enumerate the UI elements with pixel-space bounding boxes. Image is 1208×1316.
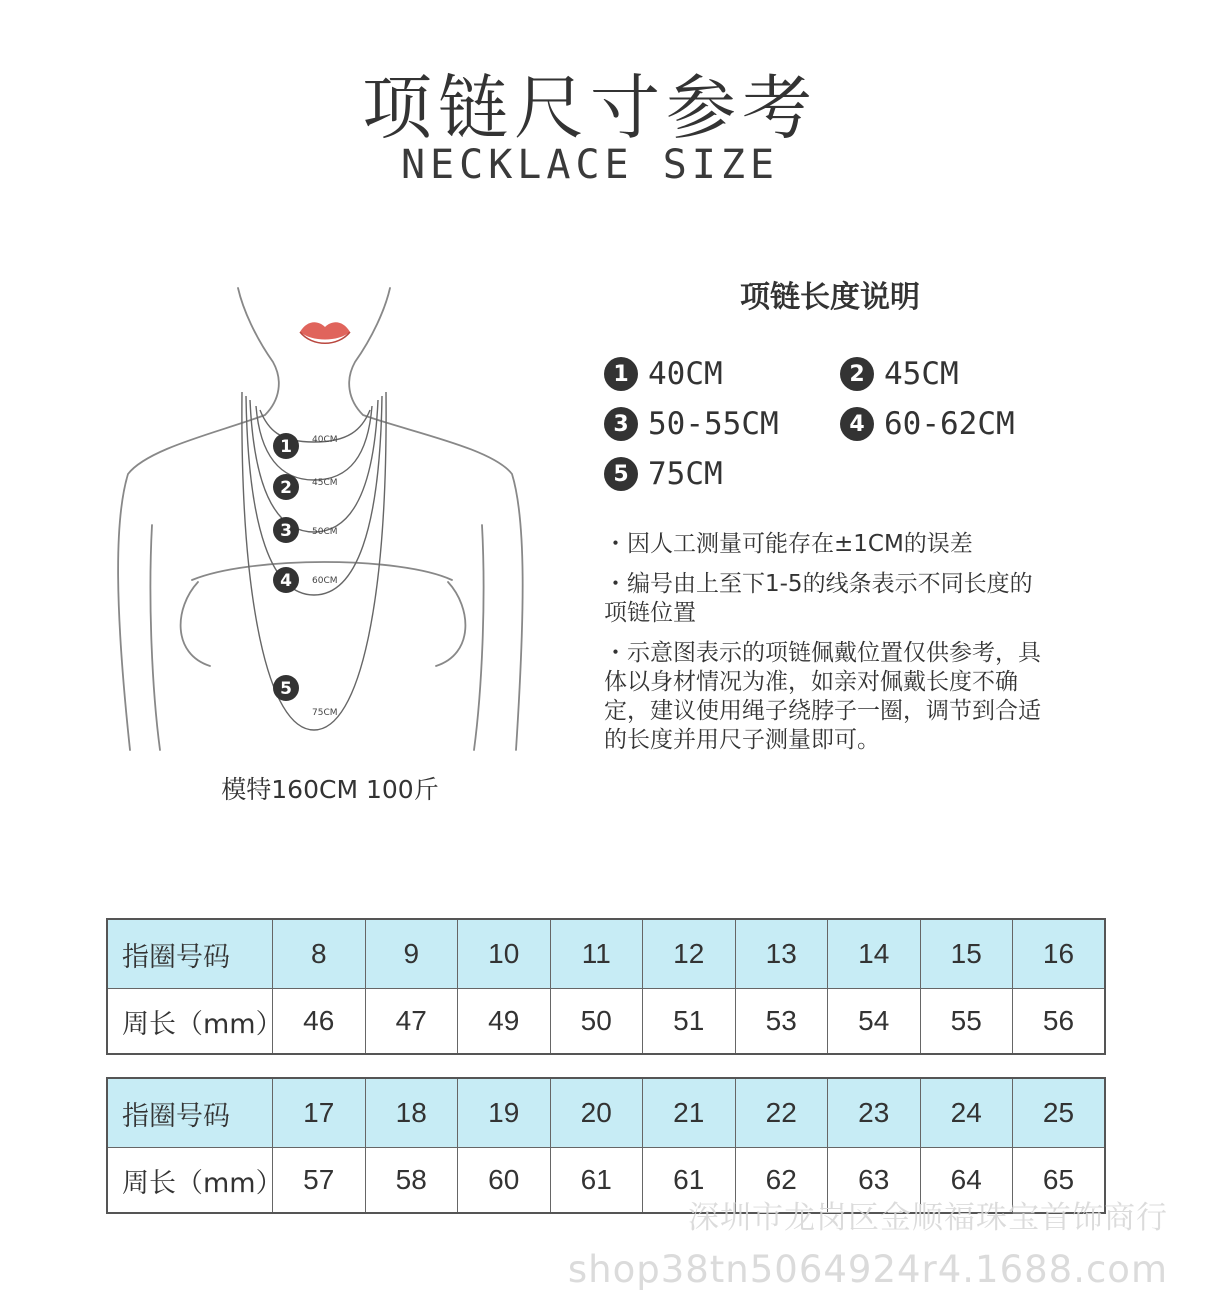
circumference-cell: 64 (920, 1148, 1013, 1214)
notes (604, 530, 1049, 766)
circumference-row (107, 989, 1105, 1055)
body-outline (118, 288, 523, 750)
legend-label: 50-55CM (648, 406, 779, 442)
ring-size-table-1 (106, 918, 1106, 1055)
page-title: 项链尺寸参考 (362, 67, 818, 149)
circumference-cell: 51 (643, 989, 736, 1055)
size-cell: 15 (920, 919, 1013, 989)
size-cell: 20 (550, 1078, 643, 1148)
size-cell: 10 (458, 919, 551, 989)
size-cell: 12 (643, 919, 736, 989)
number-badge-icon: 3 (604, 407, 638, 441)
number-badge-icon: 4 (840, 407, 874, 441)
model-illustration (100, 270, 560, 760)
chain-badge-number: 1 (280, 437, 292, 457)
legend-label: 75CM (648, 456, 723, 492)
row-header: 周长（mm） (107, 1148, 273, 1214)
page-subtitle: NECKLACE SIZE (400, 142, 780, 188)
size-row (107, 919, 1105, 989)
circumference-cell: 60 (458, 1148, 551, 1214)
legend-item (840, 406, 1015, 442)
lips-icon (300, 322, 350, 343)
number-badge-icon: 1 (604, 357, 638, 391)
size-cell: 9 (365, 919, 458, 989)
chain-length-label: 40CM (312, 435, 338, 445)
legend-title: 项链长度说明 (740, 280, 920, 315)
size-cell: 21 (643, 1078, 736, 1148)
circumference-cell: 57 (273, 1148, 366, 1214)
circumference-cell: 65 (1013, 1148, 1106, 1214)
chain-length-label: 75CM (312, 708, 338, 718)
size-row (107, 1078, 1105, 1148)
number-badge-icon: 2 (840, 357, 874, 391)
legend-item (840, 356, 959, 392)
row-header: 指圈号码 (107, 919, 273, 989)
chain-badge-number: 2 (280, 478, 292, 498)
legend-label: 45CM (884, 356, 959, 392)
model-caption: 模特160CM 100斤 (221, 775, 439, 804)
circumference-cell: 61 (643, 1148, 736, 1214)
circumference-cell: 50 (550, 989, 643, 1055)
legend-item (604, 356, 723, 392)
circumference-cell: 58 (365, 1148, 458, 1214)
circumference-cell: 46 (273, 989, 366, 1055)
size-cell: 18 (365, 1078, 458, 1148)
watermark-url: shop38tn5064924r4.1688.com (567, 1248, 1168, 1291)
circumference-cell: 49 (458, 989, 551, 1055)
circumference-cell: 47 (365, 989, 458, 1055)
size-cell: 23 (828, 1078, 921, 1148)
size-cell: 8 (273, 919, 366, 989)
chain-badge-number: 5 (280, 679, 292, 699)
legend-item (604, 406, 779, 442)
legend-label: 60-62CM (884, 406, 1015, 442)
size-cell: 13 (735, 919, 828, 989)
chain-badge-number: 4 (280, 571, 292, 591)
circumference-cell: 56 (1013, 989, 1106, 1055)
watermark-shop: 深圳市龙岗区金顺福珠宝首饰商行 (688, 1200, 1168, 1236)
row-header: 周长（mm） (107, 989, 273, 1055)
note-item: ・示意图表示的项链佩戴位置仅供参考，具体以身材情况为准，如亲对佩戴长度不确定，建议使用绳子绕脖子一圈，调节到合适的长度并用尺子测量即可。 (604, 640, 1041, 753)
size-cell: 19 (458, 1078, 551, 1148)
size-cell: 11 (550, 919, 643, 989)
note-item: ・编号由上至下1-5的线条表示不同长度的项链位置 (604, 571, 1033, 626)
chain-badge-number: 3 (280, 521, 292, 541)
size-cell: 16 (1013, 919, 1106, 989)
size-cell: 17 (273, 1078, 366, 1148)
size-cell: 22 (735, 1078, 828, 1148)
chain-length-label: 60CM (312, 576, 338, 586)
circumference-cell: 54 (828, 989, 921, 1055)
circumference-cell: 62 (735, 1148, 828, 1214)
row-header: 指圈号码 (107, 1078, 273, 1148)
number-badge-icon: 5 (604, 457, 638, 491)
length-legend (604, 356, 1084, 496)
legend-label: 40CM (648, 356, 723, 392)
chain-length-label: 45CM (312, 478, 338, 488)
chain-length-label: 50CM (312, 527, 338, 537)
size-cell: 24 (920, 1078, 1013, 1148)
circumference-cell: 53 (735, 989, 828, 1055)
note-item: ・因人工测量可能存在±1CM的误差 (604, 531, 973, 557)
circumference-cell: 55 (920, 989, 1013, 1055)
chain-line-3 (250, 400, 378, 532)
legend-item (604, 456, 723, 492)
circumference-cell: 61 (550, 1148, 643, 1214)
size-cell: 25 (1013, 1078, 1106, 1148)
size-cell: 14 (828, 919, 921, 989)
circumference-cell: 63 (828, 1148, 921, 1214)
